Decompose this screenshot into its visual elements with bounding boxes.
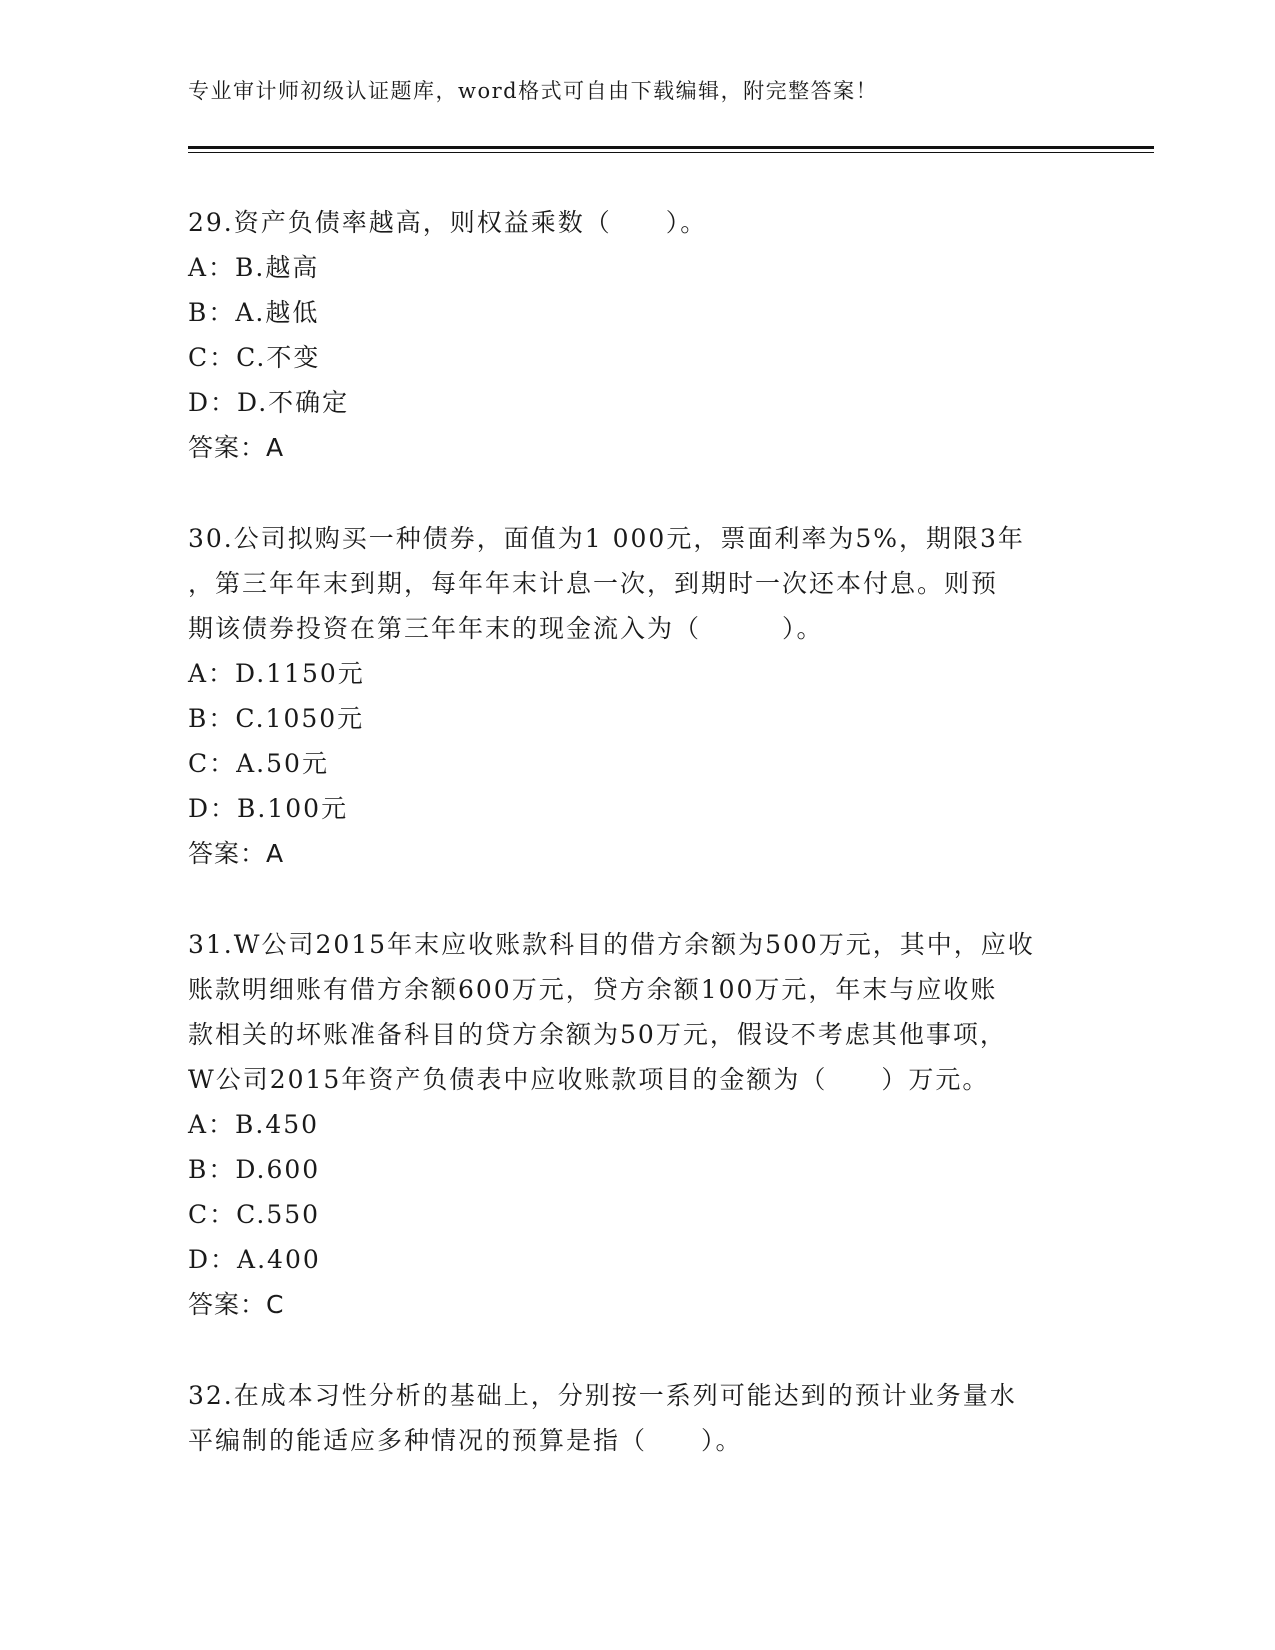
option-d: D：D.不确定 [188,388,350,417]
option-b: B：C.1050元 [188,704,365,733]
option-c: C：A.50元 [188,749,329,778]
option-a: A：B.450 [188,1110,320,1139]
option-c: C：C.550 [188,1200,321,1229]
header-divider-thin [188,152,1154,153]
question-list [188,200,1088,1509]
option-d: D：B.100元 [188,794,349,823]
option-c: C：C.不变 [188,343,321,372]
question-stem-line: 30.公司拟购买一种债券，面值为1 000元，票面利率为5%，期限3年 [188,524,1025,553]
answer-label: 答案：A [188,433,285,462]
question-stem-line: 32.在成本习性分析的基础上，分别按一系列可能达到的预计业务量水 [188,1381,1017,1410]
option-a: A：D.1150元 [188,659,365,688]
question-stem: 29.资产负债率越高，则权益乘数（ ）。 [188,208,708,237]
question-stem-line: 期该债券投资在第三年年末的现金流入为（ ）。 [188,614,824,643]
option-b: B：D.600 [188,1155,321,1184]
question-stem-line: 账款明细账有借方余额600万元，贷方余额100万元，年末与应收账 [188,975,998,1004]
question-29 [188,200,1088,470]
option-d: D：A.400 [188,1245,321,1274]
question-32 [188,1373,1088,1463]
header-divider-thick [188,146,1154,149]
question-stem-line: ，第三年年末到期，每年年末计息一次，到期时一次还本付息。则预 [188,569,999,598]
page-header-text: 专业审计师初级认证题库，word格式可自由下载编辑，附完整答案！ [188,79,879,103]
question-31 [188,922,1088,1327]
answer-label: 答案：A [188,839,285,868]
answer-label: 答案：C [188,1290,285,1319]
question-stem-line: W公司2015年资产负债表中应收账款项目的金额为（ ）万元。 [188,1065,990,1094]
question-stem-line: 平编制的能适应多种情况的预算是指（ ）。 [188,1426,743,1455]
option-b: B：A.越低 [188,298,320,327]
question-30 [188,516,1088,876]
option-a: A：B.越高 [188,253,320,282]
question-stem-line: 款相关的坏账准备科目的贷方余额为50万元，假设不考虑其他事项， [188,1020,1007,1049]
question-stem-line: 31.W公司2015年末应收账款科目的借方余额为500万元，其中，应收 [188,930,1035,959]
